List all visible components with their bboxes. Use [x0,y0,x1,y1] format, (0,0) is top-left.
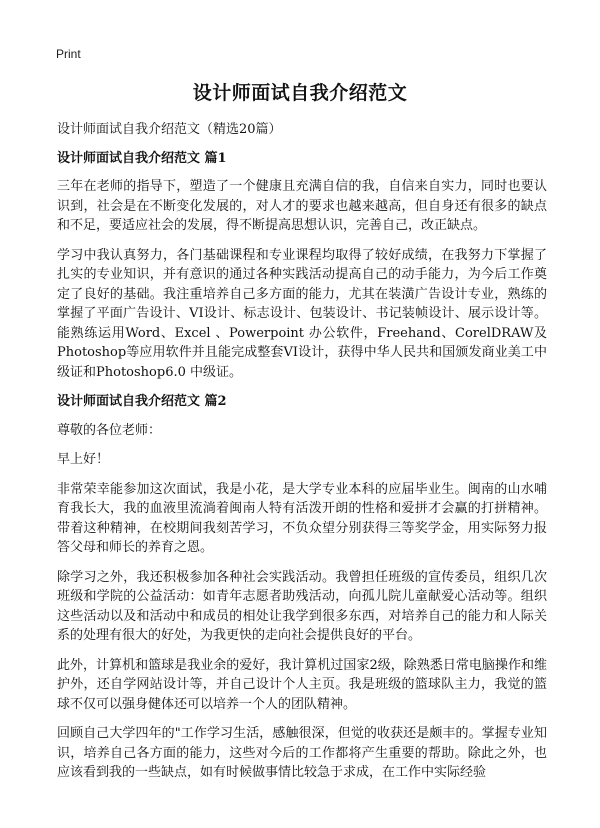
section-2 [57,392,547,783]
paragraph: 此外，计算机和篮球是我业余的爱好，我计算机过国家2级，除熟悉日常电脑操作和维护外，还自学网站设计等，并自己设计个人主页。我是班级的篮球队主力，我觉的篮球不仅可以强身健体还可以培养一个人的团队精神。 [57,657,547,712]
section-1 [57,149,547,383]
print-link[interactable]: Print [56,47,81,61]
section-heading: 设计师面试自我介绍范文 篇1 [57,150,227,166]
page-title: 设计师面试自我介绍范文 [192,82,408,104]
section-heading: 设计师面试自我介绍范文 篇2 [57,394,227,409]
paragraph: 三年在老师的指导下，塑造了一个健康且充满自信的我，自信来自实力，同时也要认识到，社会是在不断变化发展的，对人才的要求也越来越高，但自身还有很多的缺点和不足，要适应社会的发展，得不断提高思想认识，完善自己，改正缺点。 [57,179,547,233]
document-subtitle: 设计师面试自我介绍范文（精选20篇） [57,122,282,137]
document-body [57,120,547,793]
paragraph: 非常荣幸能参加这次面试，我是小花，是大学专业本科的应届毕业生。闽南的山水哺育我长大，我的血液里流淌着闽南人特有活泼开朗的性格和爱拼才会赢的打拼精神。带着这种精神，在校期间我刻苦学习，不负众望分别获得三等奖学金，用实际努力报答父母和师长的养育之恩。 [57,481,547,555]
greeting: 早上好！ [57,452,110,467]
paragraph: 除学习之外，我还积极参加各种社会实践活动。我曾担任班级的宣传委员，组织几次班级和学院的公益活动：如青年志愿者助残活动，向孤儿院儿童献爱心活动等。组织这些活动以及和活动中和成员的相处让我学到很多东西，对培养自己的能力和人际关系的处理有很大的好处，为我更快的走向社会提供良好的平台。 [57,569,547,643]
paragraph: 回顾自己大学四年的"工作学习生活，感触很深，但觉的收获还是颇丰的。掌握专业知识，培养自己各方面的能力，这些对今后的工作都将产生重要的帮助。除此之外，也应该看到我的一些缺点，如有时候做事情比较急于求成，在工作中实际经验 [57,726,547,780]
paragraph: 学习中我认真努力，各门基础课程和专业课程均取得了较好成绩，在我努力下掌握了扎实的专业知识，并有意识的通过各种实践活动提高自己的动手能力，为今后工作奠定了良好的基础。我注重培养自己多方面的能力，尤其在装潢广告设计专业，熟练的掌握了平面广告设计、VI设计、标志设计、包装设计、书记装帧设计、展示设计等。能熟练运用Word、Excel 、Powerpoint 办公软件，Freehand、CorelDRAW及Photoshop等应用软件并且能完成整套VI设计，获得中华人民共和国颁发商业美工中级证和Photoshop6.0 中级证。 [57,247,547,380]
salutation: 尊敬的各位老师： [57,422,162,438]
